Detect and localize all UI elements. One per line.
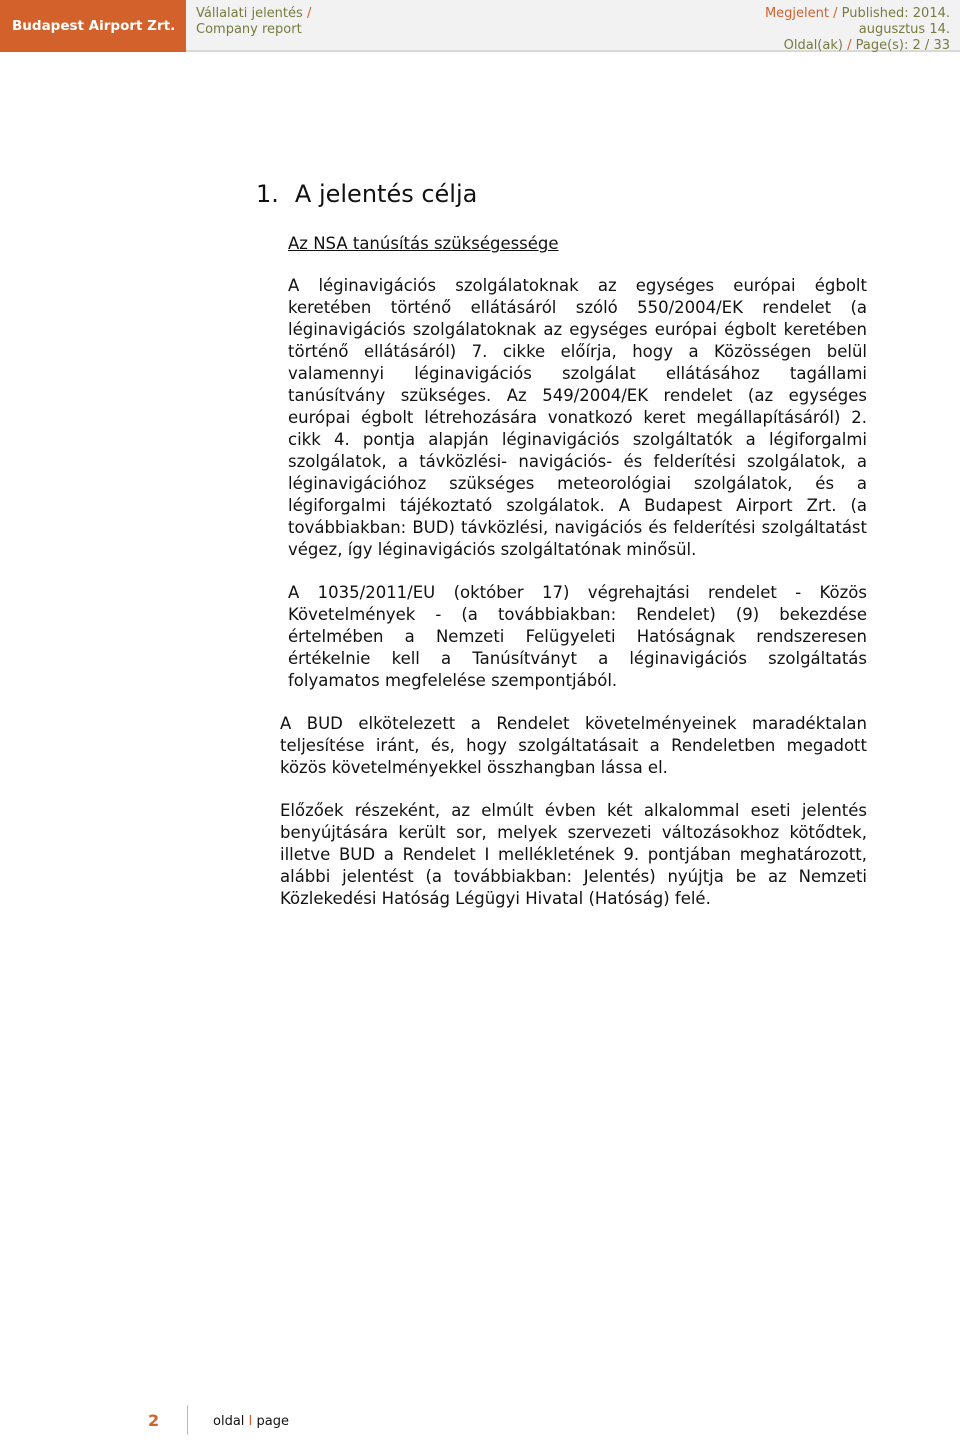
paragraph-report-submission: Előzőek részeként, az elmúlt évben két alkalommal eseti jelentés benyújtására került sor, melyek szervezeti változásokhoz kötődtek, illetve BUD a Rendelet I mellékletének 9. pontjában meghatározott, alábbi jelentést (a továbbiakban: Jelentés) nyújtja be az Nemzeti Közlekedési Hatóság Légügyi Hivatal (Hatóság) felé.	[280, 801, 867, 908]
page-label-hu: oldal	[213, 1414, 245, 1429]
section-title: A jelentés célja	[294, 180, 478, 208]
page-label-en: page	[256, 1414, 289, 1429]
paragraph-regulation: A 1035/2011/EU (október 17) végrehajtási rendelet - Közös Követelmények - (a továbbiakban: Rendelet) (9) bekezdése értelmében a Nemzeti Felügyeleti Hatóságnak rendszeresen értékelnie kell a Tanúsítványt a léginavigációs szolgáltatás folyamatos megfelelése szempontjából.	[288, 583, 867, 690]
published-label-hu: Megjelent	[764, 6, 829, 21]
footer-divider	[187, 1405, 188, 1435]
brand-name: Budapest Airport Zrt.	[12, 18, 176, 34]
company-brand	[0, 0, 186, 52]
published-date-part1: 2014.	[912, 6, 950, 21]
paragraph-nsa-requirement: A léginavigációs szolgálatoknak az egységes európai égbolt keretében történő ellátásáról szóló 550/2004/EK rendelet (a léginavigációs szolgálatoknak az egységes európai égbolt keretében történő ellátásáról) 7. cikke előírja, hogy a Közösségen belül valamennyi léginavigációs szolgálat ellátásához tagállami tanúsítvány szükséges. Az 549/2004/EK rendelet (az egységes európai égbolt létrehozására vonatkozó keret megállapításáról) 2. cikk 4. pontja alapján léginavigációs szolgáltatók a légiforgalmi szolgálatok, a távközlési- navigációs- és felderítési szolgálatok, a léginavigációhoz szükséges meteorológiai szolgálatok, és a légiforgalmi tájékoztató szolgálatok. A Budapest Airport Zrt. (a továbbiakban: BUD) távközlési, navigációs és felderítési szolgáltatást végez, így léginavigációs szolgáltatónak minősül.	[288, 276, 867, 559]
pages-value: 2 / 33	[912, 38, 950, 53]
section-heading	[256, 180, 867, 208]
doc-type-sep: /	[306, 6, 312, 21]
page-label-sep: I	[248, 1414, 253, 1429]
page-number: 2	[148, 1411, 160, 1430]
pages-sep: /	[847, 38, 852, 53]
published-date-part2: augusztus 14.	[858, 22, 950, 37]
pages-label-hu: Oldal(ak)	[783, 38, 843, 53]
header-info	[186, 0, 960, 52]
document-body	[256, 180, 867, 910]
section-number: 1.	[256, 180, 279, 208]
paragraph-commitment: A BUD elkötelezett a Rendelet követelményeinek maradéktalan teljesítése iránt, és, hogy szolgáltatásait a Rendeletben megadott közös követelményekkel összhangban lássa el.	[280, 714, 867, 777]
subheading: Az NSA tanúsítás szükségessége	[288, 234, 559, 253]
page-header	[0, 0, 960, 52]
page-label	[213, 1414, 289, 1429]
page-footer	[0, 1405, 960, 1440]
doc-type-en: Company report	[196, 22, 302, 37]
pages-label-en: Page(s):	[855, 38, 909, 53]
publication-meta	[764, 6, 950, 53]
published-label-en: Published:	[841, 6, 909, 21]
published-sep: /	[833, 6, 838, 21]
document-type	[196, 6, 311, 44]
doc-type-hu: Vállalati jelentés	[196, 6, 303, 21]
